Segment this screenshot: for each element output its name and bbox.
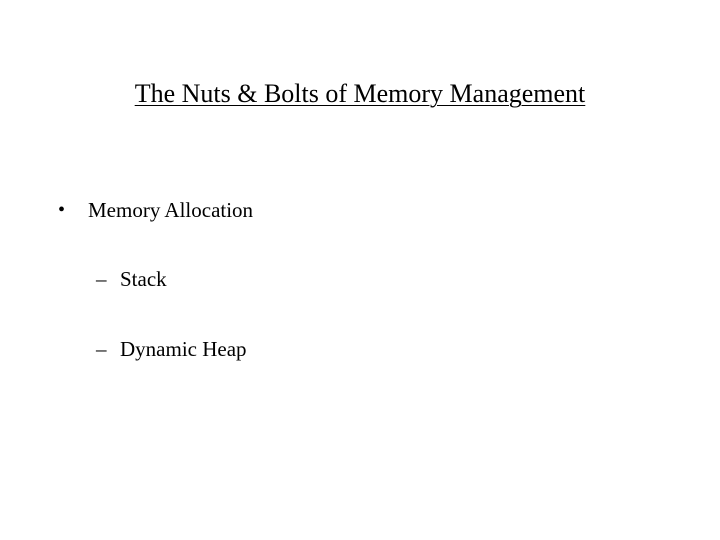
subbullet-text: Dynamic Heap: [120, 337, 247, 361]
slide-title-text: The Nuts & Bolts of Memory Management: [134, 79, 586, 108]
bullet-marker: •: [58, 199, 66, 221]
subbullet-text: Stack: [120, 267, 167, 291]
subbullet-marker: –: [96, 267, 107, 291]
bullet-text: Memory Allocation: [88, 198, 254, 222]
subbullet-marker: –: [96, 337, 107, 361]
slide-title: [0, 78, 720, 110]
